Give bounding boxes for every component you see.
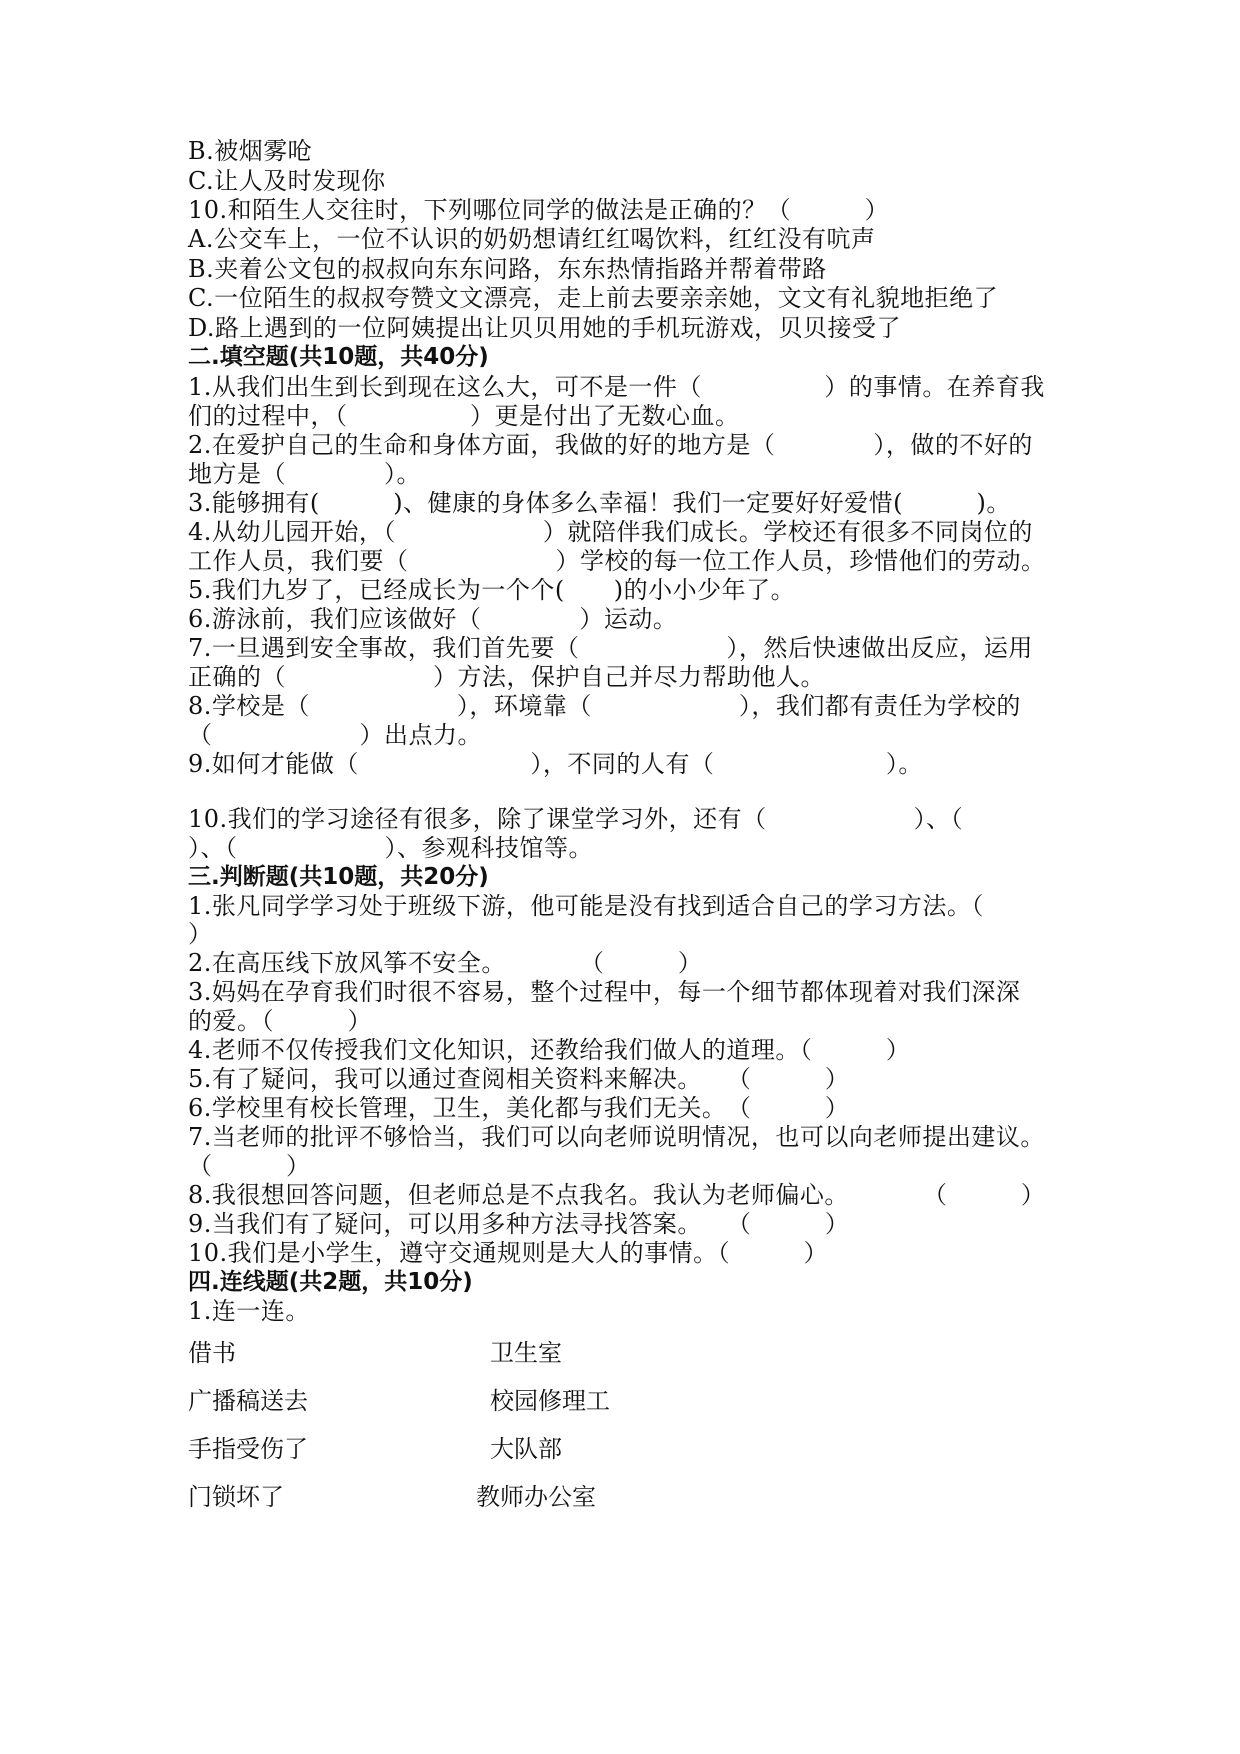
fill-line: 9.如何才能做（ ），不同的人有（ ）。 [188, 750, 923, 778]
match-left-item: 广播稿送去 [188, 1387, 308, 1415]
judge-line: 7.当老师的批评不够恰当，我们可以向老师说明情况，也可以向老师提出建议。 [188, 1123, 1045, 1151]
fill-line: 地方是（ ）。 [188, 460, 421, 488]
match-right-item: 大队部 [490, 1435, 562, 1463]
section-judge-title: 三.判断题(共10题，共20分) [188, 864, 489, 890]
fill-line: 7.一旦遇到安全事故，我们首先要（ ），然后快速做出反应，运用 [188, 634, 1033, 662]
fill-line: 5.我们九岁了，已经成长为一个个( )的小小少年了。 [188, 576, 796, 604]
judge-line: ） [188, 920, 213, 948]
fill-line: 们的过程中，（ ）更是付出了无数心血。 [188, 402, 740, 430]
judge-line: 3.妈妈在孕育我们时很不容易，整个过程中，每一个细节都体现着对我们深深 [188, 978, 1021, 1006]
match-q1-label: 1.连一连。 [188, 1297, 310, 1325]
match-left-item: 手指受伤了 [188, 1435, 308, 1463]
section-match-title: 四.连线题(共2题，共10分) [188, 1269, 473, 1295]
judge-line: 5.有了疑问，我可以通过查阅相关资料来解决。 （ ） [188, 1065, 850, 1093]
fill-line: 1.从我们出生到长到现在这么大，可不是一件（ ）的事情。在养育我 [188, 373, 1045, 401]
judge-line: 的爱。（ ） [188, 1007, 372, 1035]
judge-line: 9.当我们有了疑问，可以用多种方法寻找答案。 （ ） [188, 1210, 850, 1238]
fill-line: 正确的（ ）方法，保护自己并尽力帮助他人。 [188, 663, 825, 691]
fill-line: 工作人员，我们要（ ）学校的每一位工作人员，珍惜他们的劳动。 [188, 547, 1046, 575]
q10-option-a: A.公交车上，一位不认识的奶奶想请红红喝饮料，红红没有吭声 [188, 225, 876, 253]
q10-stem: 10.和陌生人交往时，下列哪位同学的做法是正确的？（ ） [188, 196, 890, 224]
q9-option-c: C.让人及时发现你 [188, 167, 386, 195]
match-right-item: 校园修理工 [490, 1387, 610, 1415]
fill-line: 8.学校是（ ），环境靠（ ），我们都有责任为学校的 [188, 692, 1021, 720]
match-right-item: 卫生室 [490, 1339, 562, 1367]
match-right-item: 教师办公室 [476, 1483, 596, 1511]
fill-line: 10.我们的学习途径有很多，除了课堂学习外，还有（ ）、（ [188, 805, 964, 833]
section-fill-title: 二.填空题(共10题，共40分) [188, 344, 489, 370]
fill-line: ）、（ ）、参观科技馆等。 [188, 834, 593, 862]
fill-line: 6.游泳前，我们应该做好（ ）运动。 [188, 605, 678, 633]
q10-option-d: D.路上遇到的一位阿姨提出让贝贝用她的手机玩游戏，贝贝接受了 [188, 314, 902, 342]
fill-line: 2.在爱护自己的生命和身体方面，我做的好的地方是（ ），做的不好的 [188, 431, 1033, 459]
fill-line: （ ）出点力。 [188, 721, 482, 749]
judge-line: 6.学校里有校长管理，卫生，美化都与我们无关。 （ ） [188, 1094, 850, 1122]
match-left-item: 门锁坏了 [188, 1483, 284, 1511]
judge-line: 10.我们是小学生，遵守交通规则是大人的事情。（ ） [188, 1239, 829, 1267]
judge-line: （ ） [188, 1152, 311, 1180]
judge-line: 1.张凡同学学习处于班级下游，他可能是没有找到适合自己的学习方法。（ [188, 892, 984, 920]
match-left-item: 借书 [188, 1339, 236, 1367]
q10-option-c: C.一位陌生的叔叔夸赞文文漂亮，走上前去要亲亲她，文文有礼貌地拒绝了 [188, 284, 999, 312]
judge-line: 4.老师不仅传授我们文化知识，还教给我们做人的道理。（ ） [188, 1036, 911, 1064]
fill-line: 3.能够拥有( )、健康的身体多么幸福！我们一定要好好爱惜( )。 [188, 489, 1011, 517]
q10-option-b: B.夹着公文包的叔叔向东东问路，东东热情指路并帮着带路 [188, 255, 827, 283]
judge-line: 8.我很想回答问题，但老师总是不点我名。我认为老师偏心。 （ ） [188, 1181, 1046, 1209]
judge-line: 2.在高压线下放风筝不安全。 （ ） [188, 949, 703, 977]
fill-line: 4.从幼儿园开始，（ ）就陪伴我们成长。学校还有很多不同岗位的 [188, 518, 1033, 546]
q9-option-b: B.被烟雾呛 [188, 137, 313, 165]
